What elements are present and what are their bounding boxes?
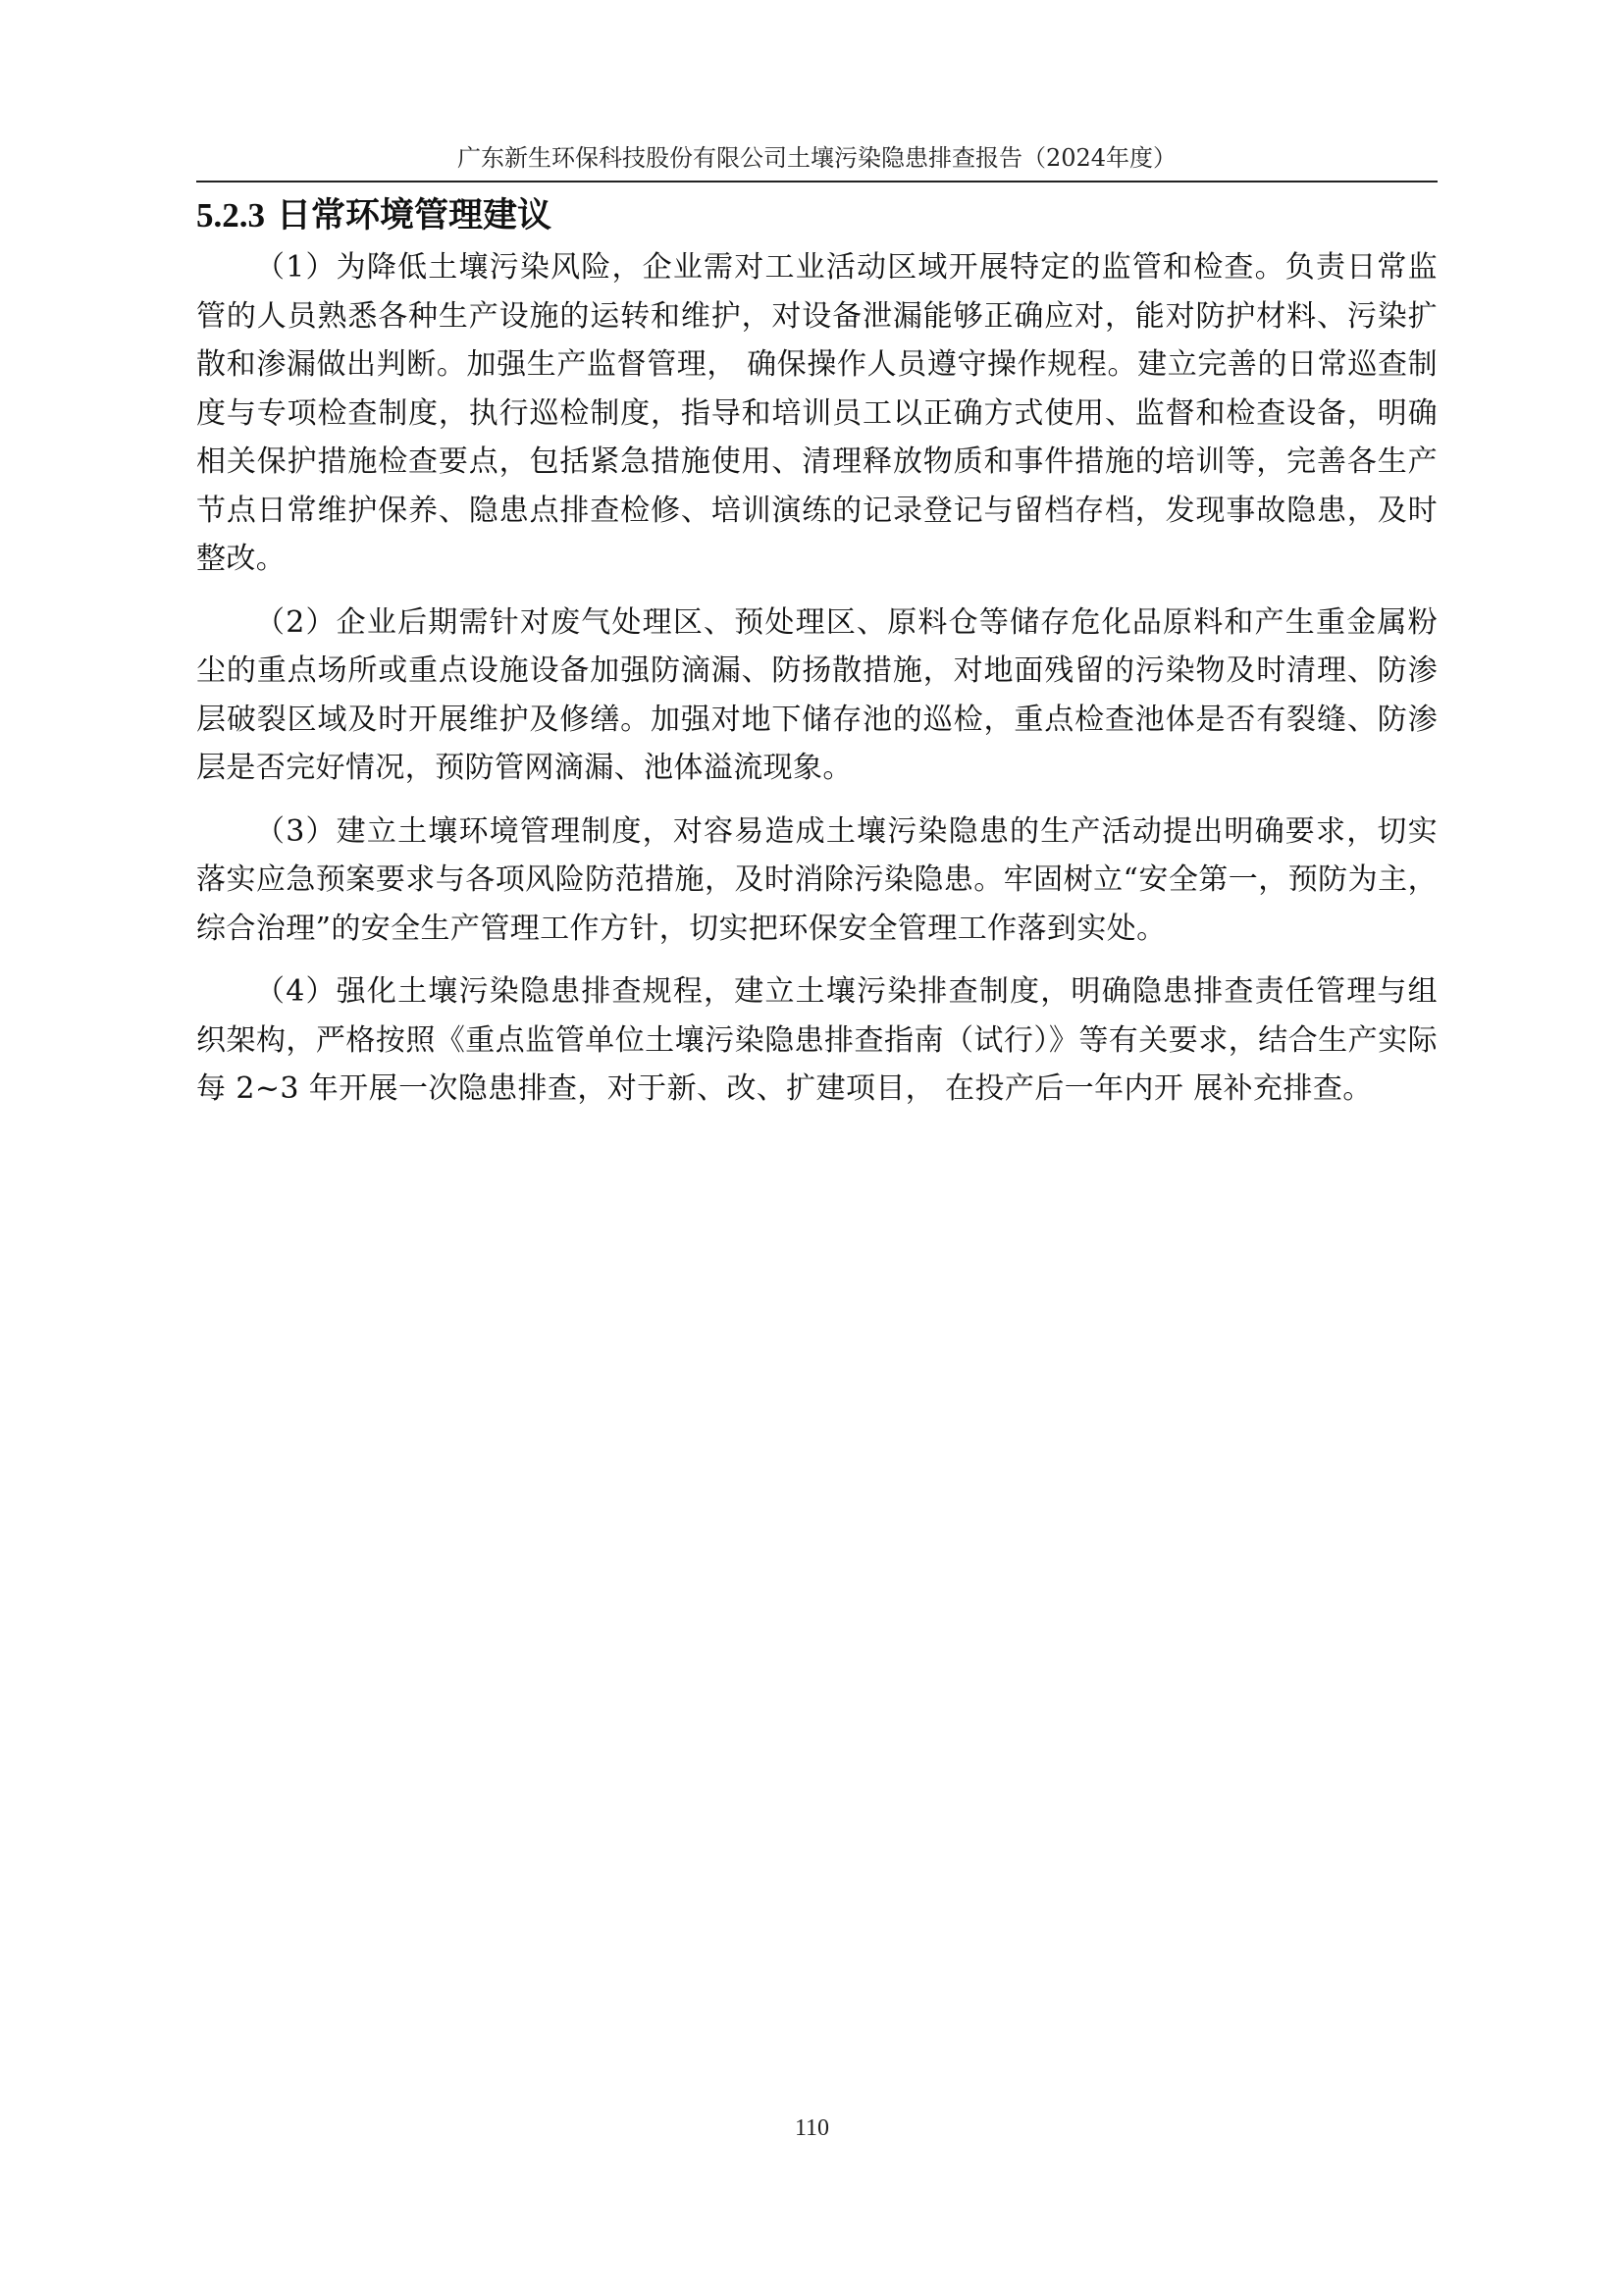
page-number: 110	[794, 2115, 830, 2141]
body-text	[196, 243, 1438, 1114]
paragraph-4: （4）强化土壤污染隐患排查规程，建立土壤污染排查制度，明确隐患排查责任管理与组织架构，严格按照《重点监管单位土壤污染隐患排查指南（试行）》等有关要求，结合生产实际每 2~3 年开展一次隐患排查，对于新、改、扩建项目， 在投产后一年内开 展补充排查。	[196, 974, 1438, 1106]
section-number: 5.2.3	[196, 196, 265, 235]
header-rule	[196, 181, 1438, 183]
section-heading	[196, 192, 1438, 239]
running-header: 广东新生环保科技股份有限公司土壤污染隐患排查报告（2024年度）	[456, 144, 1178, 172]
section-title: 日常环境管理建议	[277, 196, 552, 235]
paragraph-3: （3）建立土壤环境管理制度，对容易造成土壤污染隐患的生产活动提出明确要求，切实落实应急预案要求与各项风险防范措施，及时消除污染隐患。牢固树立“安全第一，预防为主，综合治理”的安全生产管理工作方针，切实把环保安全管理工作落到实处。	[196, 813, 1438, 946]
paragraph-1: （1）为降低土壤污染风险，企业需对工业活动区域开展特定的监管和检查。负责日常监管的人员熟悉各种生产设施的运转和维护，对设备泄漏能够正确应对，能对防护材料、污染扩散和渗漏做出判断。加强生产监督管理， 确保操作人员遵守操作规程。建立完善的日常巡查制度与专项检查制度，执行巡检制度，指导和培训员工以正确方式使用、监督和检查设备，明确相关保护措施检查要点，包括紧急措施使用、清理释放物质和事件措施的培训等，完善各生产节点日常维护保养、隐患点排查检修、培训演练的记录登记与留档存档，发现事故隐患，及时整改。	[196, 250, 1438, 576]
paragraph-2: （2）企业后期需针对废气处理区、预处理区、原料仓等储存危化品原料和产生重金属粉尘的重点场所或重点设施设备加强防滴漏、防扬散措施，对地面残留的污染物及时清理、防渗层破裂区域及时开展维护及修缮。加强对地下储存池的巡检，重点检查池体是否有裂缝、防渗层是否完好情况，预防管网滴漏、池体溢流现象。	[196, 604, 1438, 785]
